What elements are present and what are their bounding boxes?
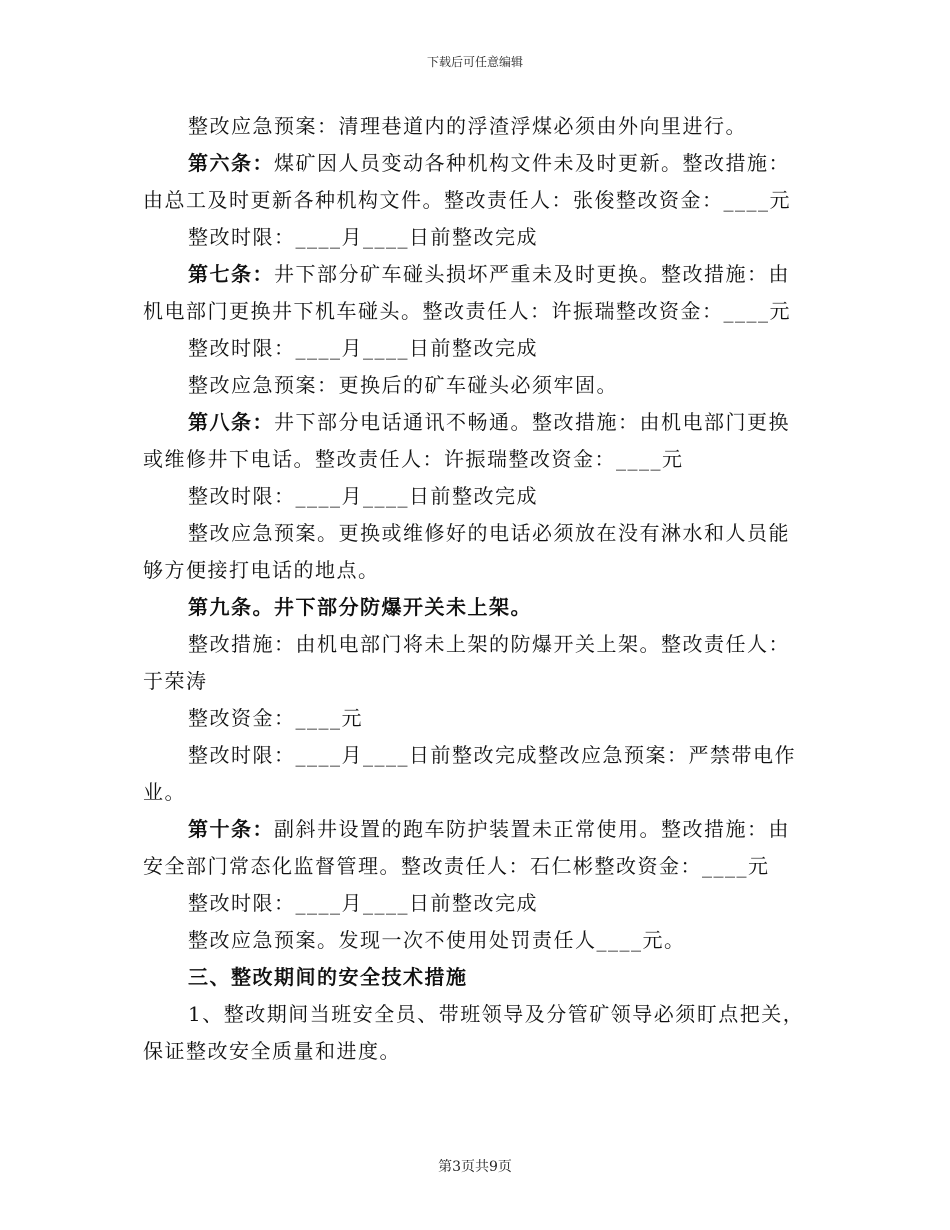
text-line bbox=[143, 996, 803, 1033]
text-line bbox=[143, 626, 803, 663]
text-line bbox=[143, 589, 803, 626]
text-line bbox=[143, 145, 803, 182]
bold-text-run: 第八条： bbox=[188, 410, 274, 434]
bold-text-run: 第九条。井下部分防爆开关未上架。 bbox=[188, 595, 532, 619]
text-line bbox=[143, 885, 803, 922]
text-line bbox=[143, 367, 803, 404]
text-run: 机电部门更换井下机车碰头。整改责任人：许振瑞整改资金：____元 bbox=[143, 299, 791, 323]
text-line bbox=[143, 663, 803, 700]
text-run: 整改时限：____月____日前整改完成 bbox=[188, 891, 538, 915]
text-run: 整改措施：由机电部门将未上架的防爆开关上架。整改责任人： bbox=[188, 632, 790, 656]
text-run: 整改时限：____月____日前整改完成整改应急预案：严禁带电作 bbox=[188, 743, 796, 767]
text-line bbox=[143, 182, 803, 219]
text-run: 整改应急预案：更换后的矿车碰头必须牢固。 bbox=[188, 373, 618, 397]
text-line bbox=[143, 700, 803, 737]
text-run: 于荣涛 bbox=[143, 669, 208, 693]
text-line bbox=[143, 293, 803, 330]
text-line bbox=[143, 219, 803, 256]
text-line bbox=[143, 811, 803, 848]
text-line bbox=[143, 922, 803, 959]
text-line bbox=[143, 774, 803, 811]
text-run: 由总工及时更新各种机构文件。整改责任人：张俊整改资金：____元 bbox=[143, 188, 791, 212]
text-run: 井下部分矿车碰头损坏严重未及时更换。整改措施：由 bbox=[274, 262, 790, 286]
text-line bbox=[143, 108, 803, 145]
text-run: 整改应急预案：清理巷道内的浮渣浮煤必须由外向里进行。 bbox=[188, 114, 747, 138]
text-run: 1、整改期间当班安全员、带班领导及分管矿领导必须盯点把关， bbox=[188, 1002, 805, 1026]
text-run: 整改时限：____月____日前整改完成 bbox=[188, 484, 538, 508]
text-run: 整改应急预案。发现一次不使用处罚责任人____元。 bbox=[188, 928, 686, 952]
text-run: 安全部门常态化监督管理。整改责任人：石仁彬整改资金：____元 bbox=[143, 854, 770, 878]
text-run: 副斜井设置的跑车防护装置未正常使用。整改措施：由 bbox=[274, 817, 790, 841]
text-run: 保证整改安全质量和进度。 bbox=[143, 1039, 401, 1063]
text-run: 整改资金：____元 bbox=[188, 706, 363, 730]
text-line bbox=[143, 404, 803, 441]
text-line bbox=[143, 848, 803, 885]
text-line bbox=[143, 441, 803, 478]
text-run: 井下部分电话通讯不畅通。整改措施：由机电部门更换 bbox=[274, 410, 790, 434]
bold-text-run: 第六条： bbox=[188, 151, 274, 175]
page-header: 下载后可任意编辑 bbox=[426, 55, 523, 69]
text-line bbox=[143, 737, 803, 774]
text-line bbox=[143, 330, 803, 367]
bold-text-run: 三、整改期间的安全技术措施 bbox=[188, 965, 468, 989]
text-line bbox=[143, 256, 803, 293]
page-number: 第3页共9页 bbox=[438, 1159, 512, 1175]
text-line bbox=[143, 478, 803, 515]
text-run: 煤矿因人员变动各种机构文件未及时更新。整改措施： bbox=[274, 151, 790, 175]
text-line bbox=[143, 552, 803, 589]
text-line bbox=[143, 515, 803, 552]
text-run: 够方便接打电话的地点。 bbox=[143, 558, 380, 582]
text-run: 整改应急预案。更换或维修好的电话必须放在没有淋水和人员能 bbox=[188, 521, 790, 545]
bold-text-run: 第十条： bbox=[188, 817, 274, 841]
text-run: 整改时限：____月____日前整改完成 bbox=[188, 336, 538, 360]
text-line bbox=[143, 1033, 803, 1070]
text-run: 或维修井下电话。整改责任人：许振瑞整改资金：____元 bbox=[143, 447, 684, 471]
text-run: 整改时限：____月____日前整改完成 bbox=[188, 225, 538, 249]
text-line bbox=[143, 959, 803, 996]
text-run: 业。 bbox=[143, 780, 186, 804]
document-body bbox=[143, 108, 803, 1070]
bold-text-run: 第七条： bbox=[188, 262, 274, 286]
